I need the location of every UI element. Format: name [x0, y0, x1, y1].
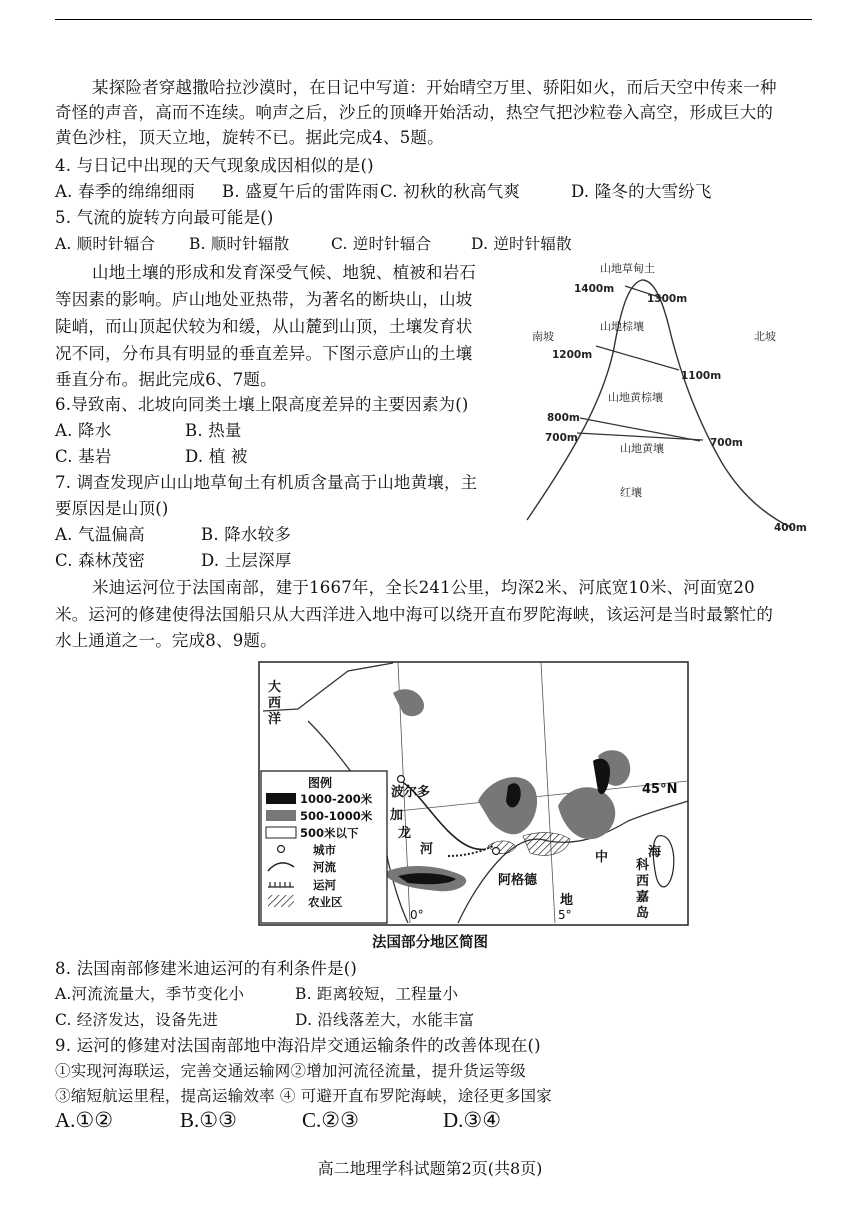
- south-height-1200: 1200m: [552, 349, 593, 361]
- south-height-800: 800m: [547, 412, 580, 424]
- passage3-line-3: 水上通道之一。完成8、9题。: [55, 631, 277, 650]
- q6-option-b[interactable]: B. 热量: [185, 421, 242, 440]
- lon5-label: 5°: [558, 908, 572, 922]
- passage1-line-1: 某探险者穿越撒哈拉沙漠时，在日记中写道：开始晴空万里、骄阳如火，而后天空中传来一种: [92, 78, 777, 97]
- passage2-line-3: 陡峭，而山顶起伏较为和缓，从山麓到山顶，土壤发育状: [55, 317, 473, 336]
- q9-statement-line-1: ①实现河海联运，完善交通运输网②增加河流径流量，提升货运等级: [55, 1062, 527, 1080]
- q4-option-a[interactable]: A. 春季的绵绵细雨: [55, 182, 195, 201]
- south-height-1400: 1400m: [574, 283, 615, 295]
- q7-option-a[interactable]: A. 气温偏高: [55, 525, 145, 544]
- passage1-line-2: 奇怪的声音，高而不连续。响声之后，沙丘的顶峰开始活动，热空气把沙粒卷入高空，形成巨大的: [55, 103, 774, 122]
- legend-item-canal: 运河: [313, 878, 336, 892]
- zone-brown-label: 山地棕壤: [600, 320, 644, 333]
- passage2-line-2: 等因素的影响。庐山地处亚热带，为著名的断块山，山坡: [55, 290, 473, 309]
- legend-swatch-low: [266, 827, 296, 838]
- legend-item-low: 500米以下: [300, 826, 359, 840]
- q7-option-d[interactable]: D. 土层深厚: [201, 551, 292, 570]
- corsica-island: [653, 836, 674, 887]
- legend-city-icon: [278, 846, 285, 853]
- page-footer: 高二地理学科试题第2页(共8页): [317, 1159, 543, 1178]
- q4-option-b[interactable]: B. 盛夏午后的雷阵雨: [222, 182, 379, 201]
- q7-stem-line-2: 要原因是山顶(): [55, 499, 169, 518]
- q4-stem: 4. 与日记中出现的天气现象成因相似的是(): [55, 156, 374, 175]
- legend-swatch-mid: [266, 810, 296, 821]
- q6-stem: 6.导致南、北坡向同类土壤上限高度差异的主要因素为(): [55, 395, 469, 414]
- q5-stem: 5. 气流的旋转方向最可能是(): [55, 208, 274, 227]
- garonne-label-1: 加: [390, 808, 404, 823]
- garonne-label-2: 龙: [398, 826, 412, 841]
- lon0-label: 0°: [410, 908, 424, 922]
- bordeaux-label: 波尔多: [391, 785, 431, 800]
- q9-option-d[interactable]: D.③④: [443, 1108, 502, 1132]
- map-legend: [261, 771, 387, 923]
- q8-option-b[interactable]: B. 距离较短，工程量小: [295, 985, 459, 1003]
- legend-item-river: 河流: [313, 860, 336, 874]
- legend-agri-icon: [268, 895, 294, 907]
- legend-title: 图例: [308, 776, 333, 790]
- passage3-line-1: 米迪运河位于法国南部，建于1667年，全长241公里，均深2米、河底宽10米、河面宽20: [92, 578, 755, 597]
- med-label-2: 中: [595, 850, 609, 865]
- passage2-line-4: 况不同，分布具有明显的垂直差异。下图示意庐山的土壤: [55, 344, 473, 363]
- q9-option-b[interactable]: B.①③: [180, 1108, 237, 1132]
- med-label-3: 地: [560, 893, 574, 908]
- q9-stem: 9. 运河的修建对法国南部地中海沿岸交通运输条件的改善体现在(): [55, 1036, 541, 1055]
- q5-option-b[interactable]: B. 顺时针辐散: [189, 235, 290, 253]
- q8-option-c[interactable]: C. 经济发达，设备先进: [55, 1011, 219, 1029]
- lat45-label: 45°N: [642, 782, 678, 797]
- corsica-label-4: 岛: [636, 906, 650, 921]
- garonne-label-3: 河: [420, 842, 434, 857]
- corsica-label-2: 西: [636, 874, 650, 889]
- q4-option-c[interactable]: C. 初秋的秋高气爽: [380, 182, 521, 201]
- legend-item-high: 1000-200米: [300, 792, 373, 806]
- north-height-1100: 1100m: [681, 370, 722, 382]
- q6-option-d[interactable]: D. 植 被: [185, 447, 248, 466]
- q6-option-a[interactable]: A. 降水: [55, 421, 112, 440]
- q6-option-c[interactable]: C. 基岩: [55, 447, 112, 466]
- north-height-1300: 1300m: [647, 293, 688, 305]
- med-label-1: 海: [648, 845, 662, 860]
- zone-yellowbrown-label: 山地黄棕壤: [608, 391, 663, 404]
- zone-red-label: 红壤: [620, 486, 642, 499]
- corsica-label-3: 嘉: [636, 890, 650, 905]
- city-agde-marker: [493, 848, 500, 855]
- q7-stem-line-1: 7. 调查发现庐山山地草甸土有机质含量高于山地黄壤，主: [55, 473, 478, 492]
- atlantic-label-1: 大: [268, 680, 282, 695]
- boundary-yellow-red: [577, 433, 703, 440]
- q7-option-c[interactable]: C. 森林茂密: [55, 551, 145, 570]
- legend-item-mid: 500-1000米: [300, 809, 373, 823]
- q5-option-c[interactable]: C. 逆时针辐合: [331, 235, 432, 253]
- north-height-400: 400m: [774, 522, 807, 534]
- boundary-yellowbrown-yellow: [580, 418, 700, 441]
- zone-meadow-label: 山地草甸土: [600, 262, 655, 275]
- south-height-700: 700m: [545, 432, 578, 444]
- france-map: [258, 661, 689, 926]
- q9-statement-line-2: ③缩短航运里程，提高运输效率 ④ 可避开直布罗陀海峡，途径更多国家: [55, 1087, 552, 1105]
- q5-option-d[interactable]: D. 逆时针辐散: [471, 235, 572, 253]
- header-rule: [55, 19, 812, 20]
- legend-item-agri: 农业区: [308, 895, 343, 909]
- north-height-700: 700m: [710, 437, 743, 449]
- mountain-outline: [527, 280, 792, 528]
- legend-item-city: 城市: [313, 843, 336, 857]
- passage1-line-3: 黄色沙柱，顶天立地，旋转不已。据此完成4、5题。: [55, 128, 444, 147]
- q8-option-a[interactable]: A.河流流量大，季节变化小: [55, 985, 245, 1003]
- city-bordeaux-marker: [398, 776, 405, 783]
- q7-option-b[interactable]: B. 降水较多: [201, 525, 292, 544]
- legend-swatch-high: [266, 793, 296, 804]
- atlantic-label-2: 西: [268, 696, 282, 711]
- soil-vertical-diagram: [522, 258, 812, 538]
- atlantic-label-3: 洋: [268, 712, 282, 727]
- passage2-line-5: 垂直分布。据此完成6、7题。: [55, 370, 277, 389]
- q8-stem: 8. 法国南部修建米迪运河的有利条件是(): [55, 959, 358, 978]
- zone-yellow-label: 山地黄壤: [620, 442, 664, 455]
- passage2-line-1: 山地土壤的形成和发育深受气候、地貌、植被和岩石: [92, 263, 477, 282]
- corsica-label-1: 科: [636, 858, 650, 873]
- passage3-line-2: 米。运河的修建使得法国船只从大西洋进入地中海可以绕开直布罗陀海峡，该运河是当时最繁忙的: [55, 605, 774, 624]
- map-caption: 法国部分地区简图: [372, 935, 488, 951]
- q9-option-c[interactable]: C.②③: [302, 1108, 359, 1132]
- agde-label: 阿格德: [498, 873, 538, 888]
- south-slope-label: 南坡: [532, 330, 554, 343]
- north-slope-label: 北坡: [754, 330, 776, 343]
- q5-option-a[interactable]: A. 顺时针辐合: [55, 235, 156, 253]
- q4-option-d[interactable]: D. 隆冬的大雪纷飞: [571, 182, 712, 201]
- q8-option-d[interactable]: D. 沿线落差大，水能丰富: [295, 1011, 475, 1029]
- q9-option-a[interactable]: A.①②: [55, 1108, 114, 1132]
- boundary-brown-yellowbrown: [596, 346, 679, 370]
